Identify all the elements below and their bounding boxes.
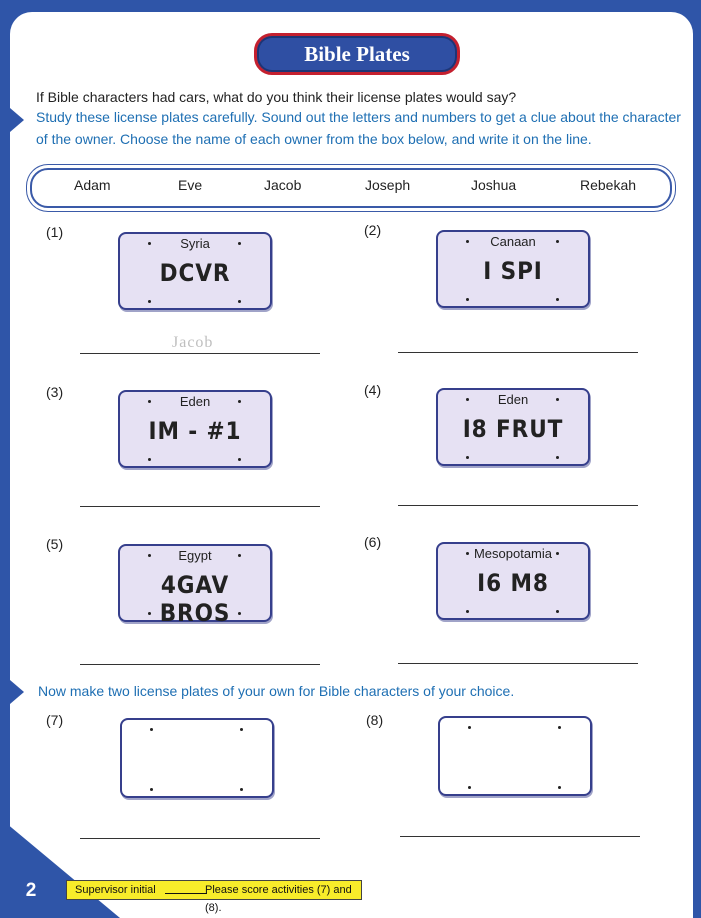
blank-license-plate[interactable] <box>120 718 274 798</box>
own-plates-instruction: Now make two license plates of your own for Bible characters of your choice. <box>38 683 515 699</box>
bolt-hole-icon <box>148 612 151 615</box>
name-option: Adam <box>74 177 111 193</box>
page-corner-decoration <box>0 818 120 918</box>
bolt-hole-icon <box>148 400 151 403</box>
bolt-hole-icon <box>148 242 151 245</box>
item-number: (1) <box>46 224 64 240</box>
bolt-hole-icon <box>556 610 559 613</box>
license-plate <box>436 230 590 308</box>
supervisor-bar <box>66 880 362 914</box>
bolt-hole-icon <box>238 554 241 557</box>
plate-state: Mesopotamia <box>473 546 553 561</box>
arrow-marker-icon <box>10 680 24 704</box>
plate-state: Eden <box>179 394 211 409</box>
bolt-hole-icon <box>466 398 469 401</box>
bolt-hole-icon <box>238 612 241 615</box>
bolt-hole-icon <box>148 554 151 557</box>
plate-text: I6 M8 <box>477 569 549 597</box>
bolt-hole-icon <box>556 398 559 401</box>
bolt-hole-icon <box>558 786 561 789</box>
item-number: (3) <box>46 384 64 400</box>
answer-line[interactable] <box>398 505 638 506</box>
bolt-hole-icon <box>466 610 469 613</box>
bolt-hole-icon <box>150 788 153 791</box>
name-option: Rebekah <box>580 177 637 193</box>
bolt-hole-icon <box>556 240 559 243</box>
bolt-hole-icon <box>148 300 151 303</box>
item-number: (6) <box>364 534 382 550</box>
answer-line[interactable] <box>80 506 320 507</box>
name-option: Jacob <box>264 177 302 193</box>
answer-line[interactable] <box>398 663 638 664</box>
item-number: (7) <box>46 712 64 728</box>
page-title: Bible Plates <box>254 33 460 75</box>
license-plate <box>436 388 590 466</box>
answer-line[interactable] <box>80 664 320 665</box>
license-plate <box>436 542 590 620</box>
bolt-hole-icon <box>556 456 559 459</box>
bolt-hole-icon <box>556 298 559 301</box>
bolt-hole-icon <box>148 458 151 461</box>
bolt-hole-icon <box>238 458 241 461</box>
bolt-hole-icon <box>468 726 471 729</box>
license-plate <box>118 232 272 310</box>
intro-question: If Bible characters had cars, what do you think their license plates would say? <box>36 89 517 105</box>
license-plate <box>118 544 272 627</box>
bolt-hole-icon <box>558 726 561 729</box>
plate-state: Syria <box>180 236 210 251</box>
bolt-hole-icon <box>556 552 559 555</box>
plate-text: I SPI <box>483 257 543 285</box>
name-option: Eve <box>178 177 203 193</box>
name-choice-box <box>30 168 672 208</box>
item-number: (4) <box>364 382 382 398</box>
bolt-hole-icon <box>238 242 241 245</box>
plate-state: Eden <box>497 392 529 407</box>
bolt-hole-icon <box>240 728 243 731</box>
license-plate <box>118 390 272 468</box>
bolt-hole-icon <box>466 298 469 301</box>
name-option: Joshua <box>471 177 517 193</box>
plate-text: IM - #1 <box>148 417 242 445</box>
plate-text: 4GAV BROS <box>159 571 231 627</box>
bolt-hole-icon <box>240 788 243 791</box>
bolt-hole-icon <box>468 786 471 789</box>
answer-line[interactable] <box>80 353 320 354</box>
study-instruction-line2: of the owner. Choose the name of each owner from the box below, and write it on the line. <box>36 131 592 147</box>
bolt-hole-icon <box>466 552 469 555</box>
bolt-hole-icon <box>238 400 241 403</box>
score-note: Please score activities (7) and (8). <box>205 884 352 914</box>
answer-line[interactable] <box>400 836 640 837</box>
plate-state: Canaan <box>490 234 536 249</box>
blank-license-plate[interactable] <box>438 716 592 796</box>
arrow-marker-icon <box>10 108 24 132</box>
supervisor-initial-line[interactable] <box>165 893 207 894</box>
page-number: 2 <box>25 880 37 901</box>
answer-text: Jacob <box>172 334 214 351</box>
bolt-hole-icon <box>150 728 153 731</box>
plate-text: DCVR <box>159 259 231 287</box>
study-instruction-line1: Study these license plates carefully. Sound out the letters and numbers to get a clue about the character <box>36 109 681 125</box>
supervisor-initial-label: Supervisor initial <box>75 884 156 896</box>
bolt-hole-icon <box>466 240 469 243</box>
plate-state: Egypt <box>178 548 212 563</box>
bolt-hole-icon <box>466 456 469 459</box>
name-option: Joseph <box>365 177 411 193</box>
bolt-hole-icon <box>238 300 241 303</box>
plate-text: I8 FRUT <box>462 415 564 443</box>
answer-line[interactable] <box>398 352 638 353</box>
item-number: (8) <box>366 712 384 728</box>
item-number: (2) <box>364 222 382 238</box>
item-number: (5) <box>46 536 64 552</box>
answer-line[interactable] <box>80 838 320 839</box>
